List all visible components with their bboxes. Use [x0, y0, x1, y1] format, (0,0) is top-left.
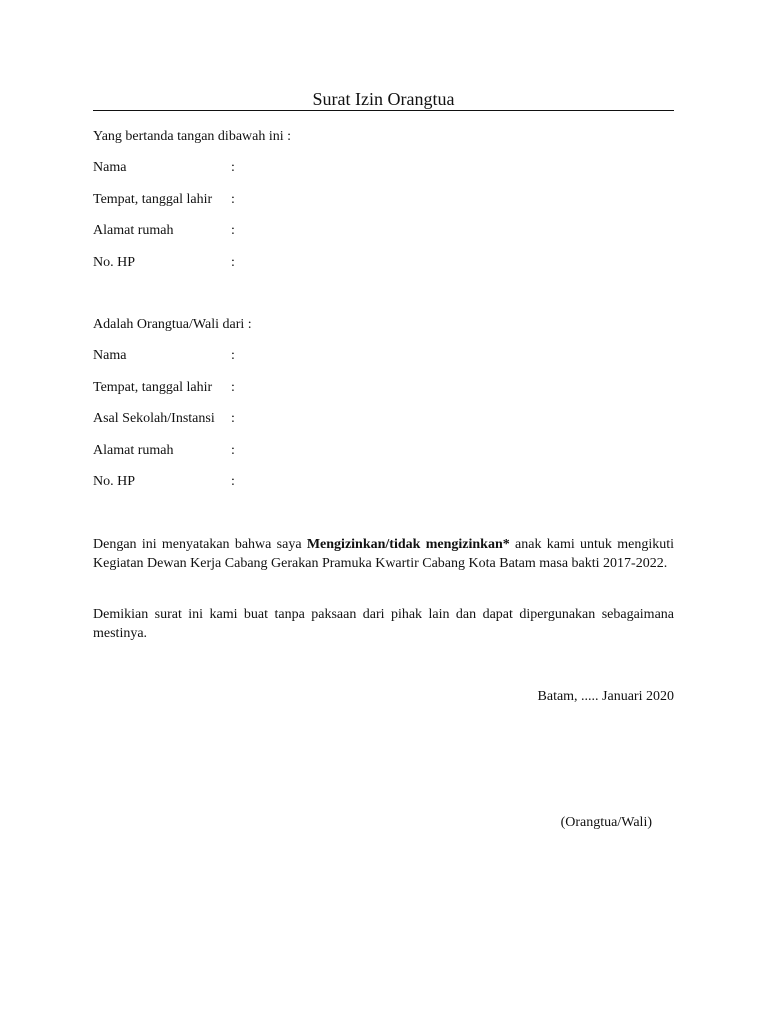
statement-suffix: anak kami untuk mengikuti Kegiatan Dewan Kerja Cabang Gerakan Pramuka Kwartir Cabang Kota Batam masa bakti 2017-2022.: [93, 537, 674, 571]
intro-text: Yang bertanda tangan dibawah ini :: [93, 129, 292, 144]
closing-paragraph: Demikian surat ini kami buat tanpa paksaan dari pihak lain dan dapat dipergunakan sebagaimana mestinya.: [93, 607, 674, 641]
signer-name-colon: :: [231, 160, 235, 175]
signature-label: (Orangtua/Wali): [560, 815, 652, 830]
child-address-label: Alamat rumah: [93, 443, 174, 458]
signer-phone-colon: :: [231, 255, 235, 270]
guardian-intro-text: Adalah Orangtua/Wali dari :: [93, 317, 252, 332]
statement-paragraph: [93, 535, 674, 573]
statement-consent-choice: Mengizinkan/tidak mengizinkan*: [306, 537, 510, 552]
statement-prefix: Dengan ini menyatakan bahwa saya: [93, 537, 307, 552]
child-phone-label: No. HP: [93, 474, 136, 489]
title-underline: [93, 110, 674, 111]
place-date: Batam, ..... Januari 2020: [537, 689, 674, 704]
child-name-colon: :: [231, 348, 235, 363]
child-address-colon: :: [231, 443, 235, 458]
signer-birth-label: Tempat, tanggal lahir: [93, 192, 213, 207]
signer-name-label: Nama: [93, 160, 127, 175]
child-school-label: Asal Sekolah/Instansi: [93, 411, 215, 426]
child-school-colon: :: [231, 411, 235, 426]
document-title: Surat Izin Orangtua: [312, 89, 455, 109]
signer-birth-colon: :: [231, 192, 235, 207]
signer-phone-label: No. HP: [93, 255, 136, 270]
child-birth-label: Tempat, tanggal lahir: [93, 380, 213, 395]
child-phone-colon: :: [231, 474, 235, 489]
child-name-label: Nama: [93, 348, 127, 363]
child-birth-colon: :: [231, 380, 235, 395]
signer-address-colon: :: [231, 223, 235, 238]
signer-address-label: Alamat rumah: [93, 223, 174, 238]
